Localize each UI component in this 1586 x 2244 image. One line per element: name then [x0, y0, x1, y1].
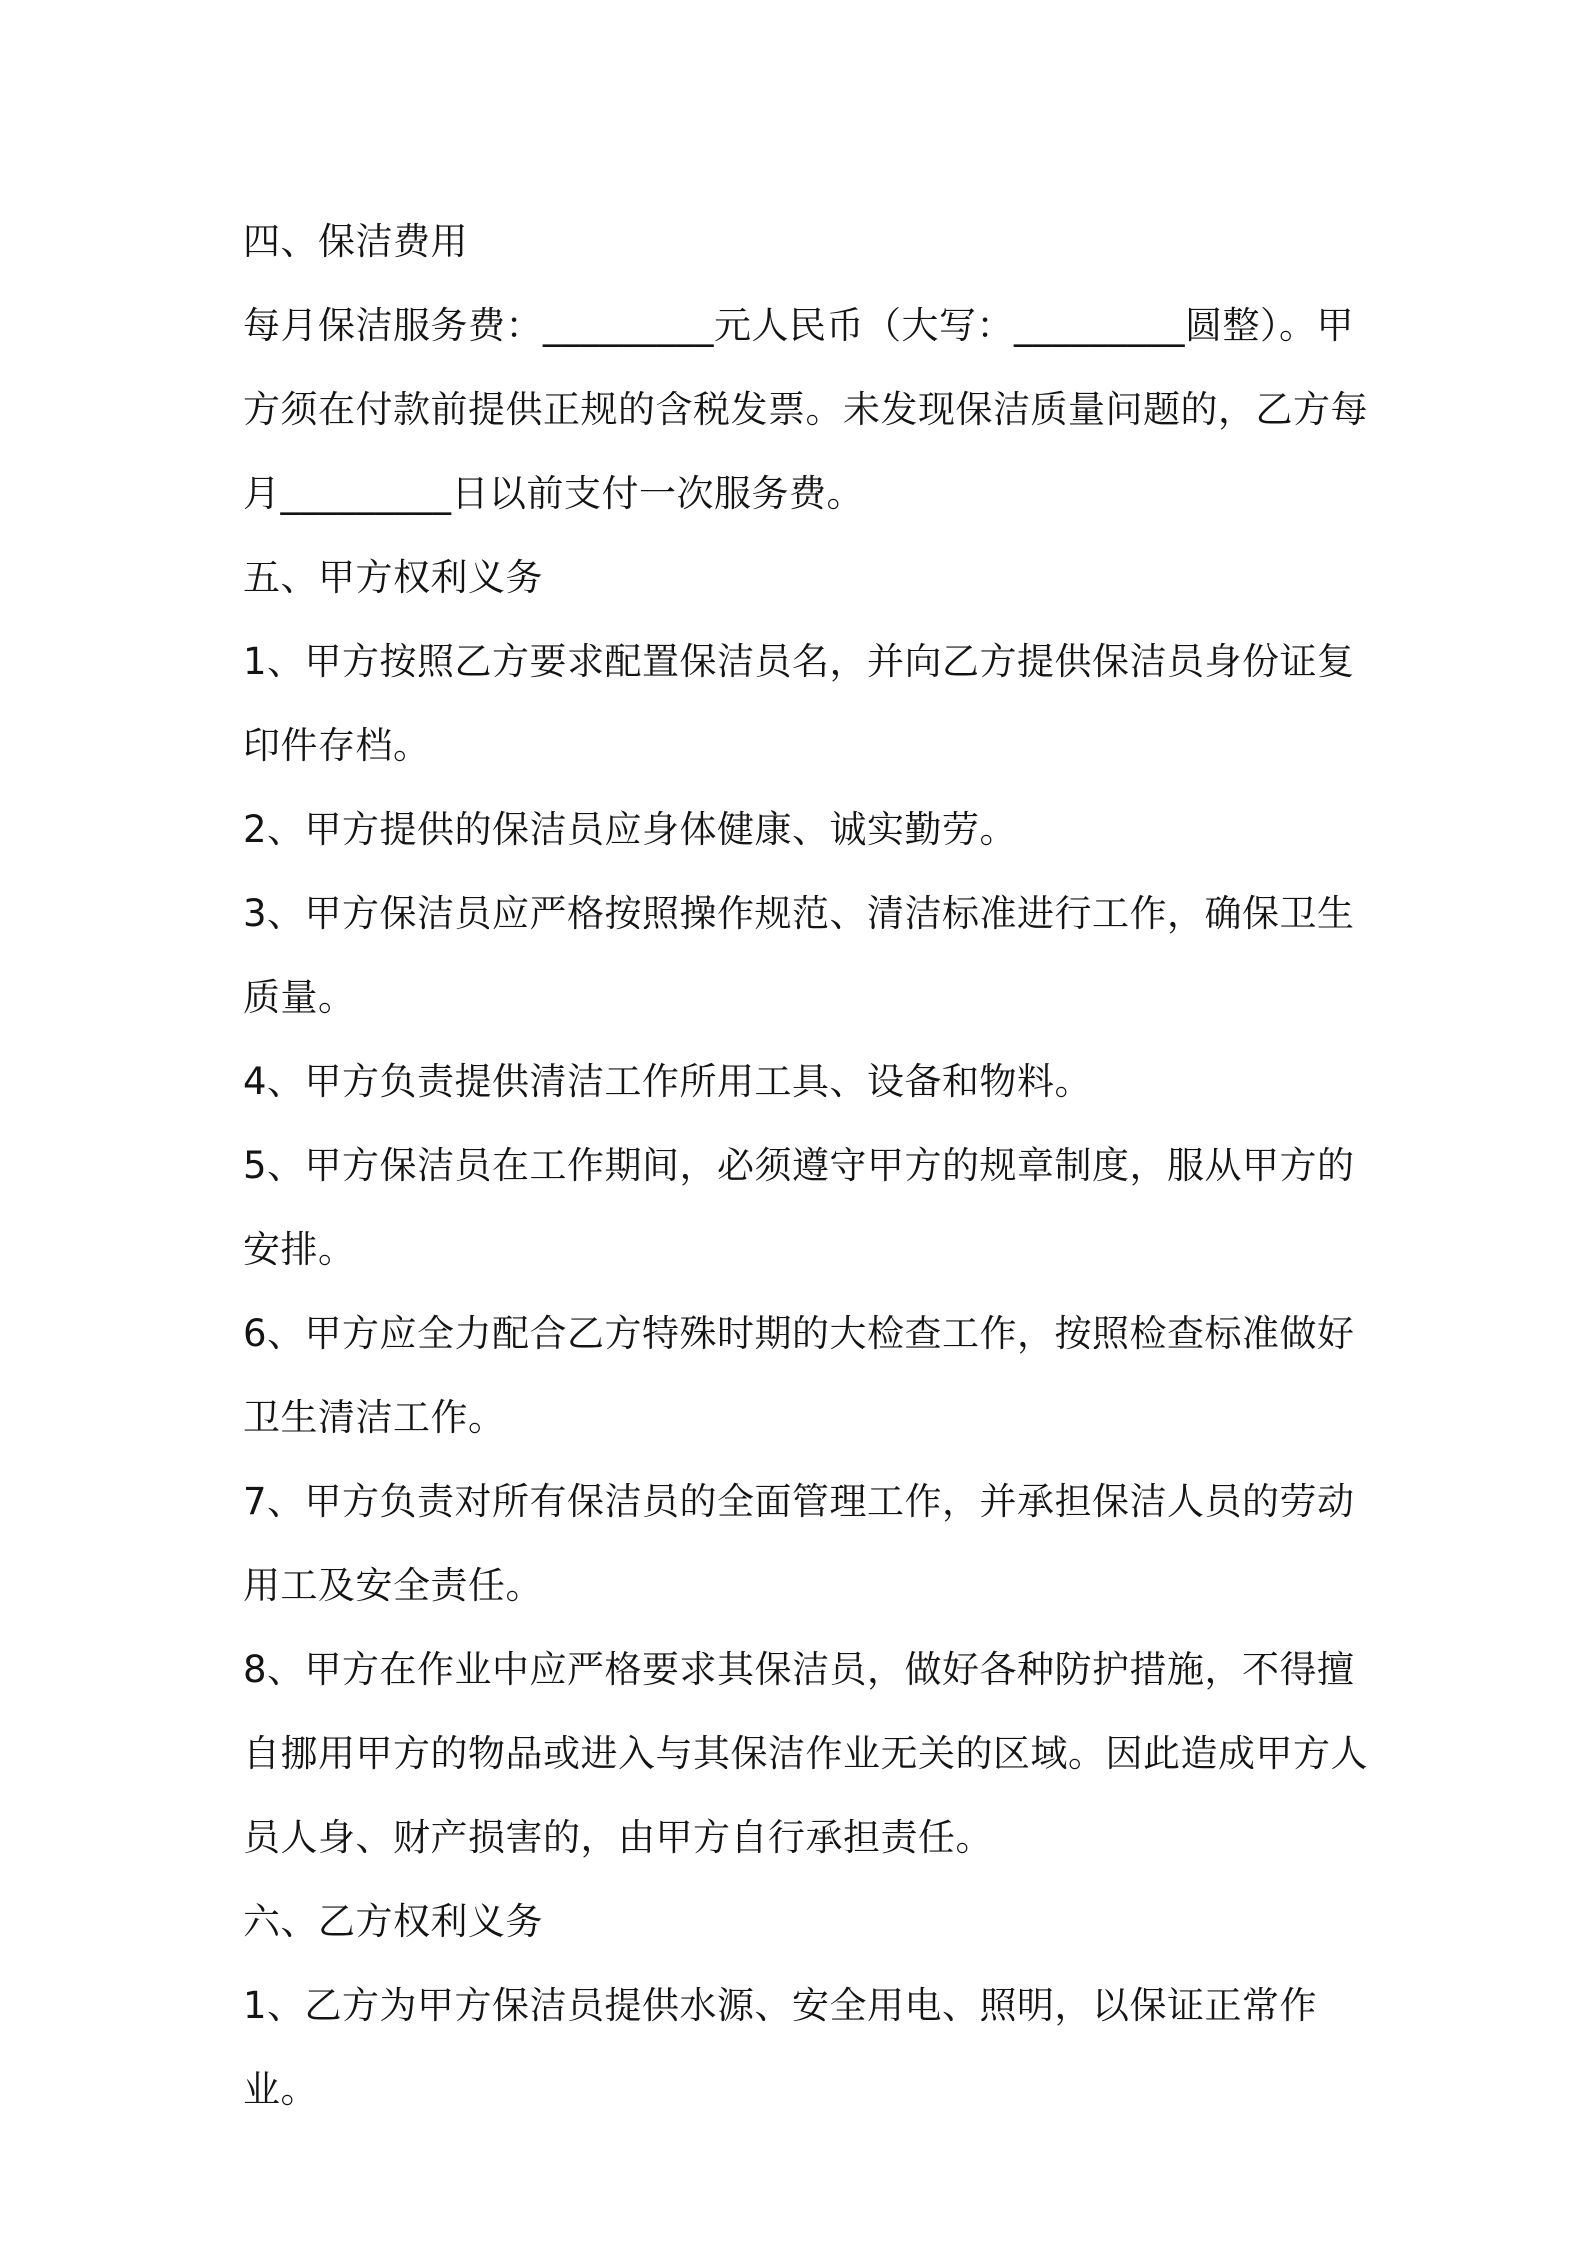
section-heading-cleaning-fees: 四、保洁费用 [243, 220, 468, 263]
clause-a-3: 3、甲方保洁员应严格按照操作规范、清洁标准进行工作，确保卫生质量。 [243, 892, 1355, 1019]
clause-a-6: 6、甲方应全力配合乙方特殊时期的大检查工作，按照检查标准做好卫生清洁工作。 [243, 1312, 1355, 1439]
clause-a-5: 5、甲方保洁员在工作期间，必须遵守甲方的规章制度，服从甲方的安排。 [243, 1144, 1355, 1271]
clause-a-1: 1、甲方按照乙方要求配置保洁员名，并向乙方提供保洁员身份证复印件存档。 [243, 640, 1355, 767]
clause-a-2: 2、甲方提供的保洁员应身体健康、诚实勤劳。 [243, 808, 1018, 851]
section-heading-party-a-rights: 五、甲方权利义务 [243, 556, 543, 599]
clause-a-7: 7、甲方负责对所有保洁员的全面管理工作，并承担保洁人员的劳动用工及安全责任。 [243, 1480, 1355, 1607]
clause-a-8: 8、甲方在作业中应严格要求其保洁员，做好各种防护措施，不得擅自挪用甲方的物品或进入与其保洁作业无关的区域。因此造成甲方人员人身、财产损害的，由甲方自行承担责任。 [243, 1648, 1368, 1859]
paragraph-monthly-fee: 每月保洁服务费：_________元人民币（大写：_________圆整）。甲方须在付款前提供正规的含税发票。未发现保洁质量问题的，乙方每月_________日以前支付一次服务费。 [243, 304, 1368, 515]
clause-a-4: 4、甲方负责提供清洁工作所用工具、设备和物料。 [243, 1060, 1093, 1103]
document-body [243, 200, 1373, 2132]
clause-b-1: 1、乙方为甲方保洁员提供水源、安全用电、照明，以保证正常作业。 [243, 1984, 1318, 2111]
section-heading-party-b-rights: 六、乙方权利义务 [243, 1900, 543, 1943]
